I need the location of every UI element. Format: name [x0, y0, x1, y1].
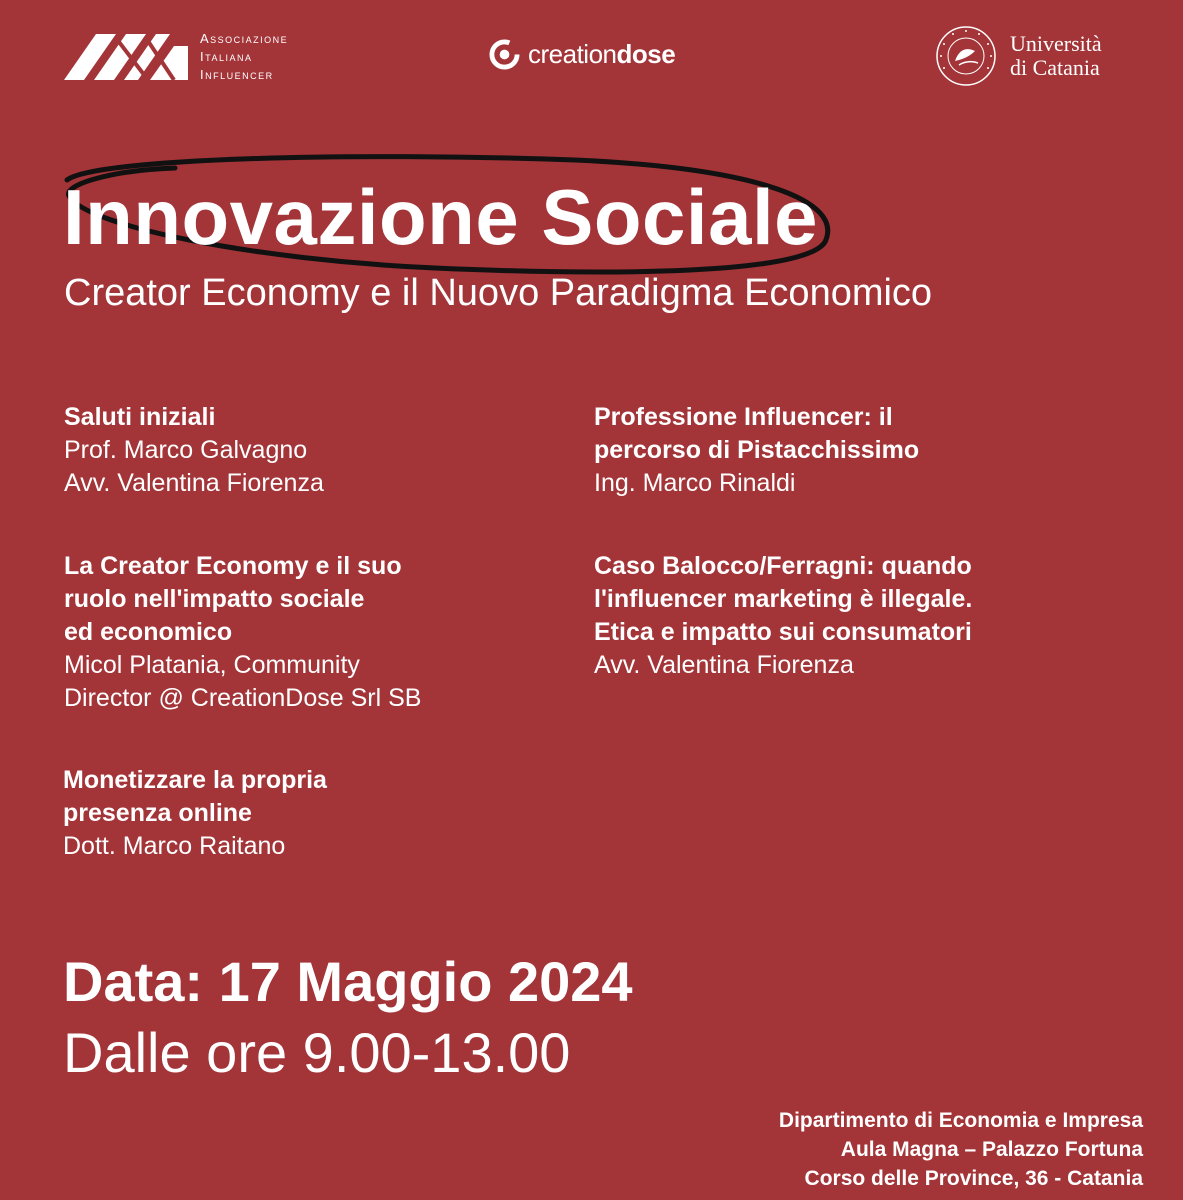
aii-logo-icon: [64, 30, 188, 82]
creationdose-logo: [489, 38, 675, 70]
program-item-heading: Caso Balocco/Ferragni: quando: [594, 552, 972, 580]
program-item-speaker: Avv. Valentina Fiorenza: [594, 651, 854, 679]
aii-line-1: Associazione: [200, 31, 289, 46]
program-item-speaker: Director @ CreationDose Srl SB: [64, 684, 422, 712]
program-item-speaker: Dott. Marco Raitano: [63, 832, 286, 860]
event-venue: [779, 1106, 1143, 1193]
event-date: Data: 17 Maggio 2024: [63, 950, 633, 1013]
program-item-speaker: Ing. Marco Rinaldi: [594, 469, 796, 497]
creationdose-word-light: creation: [528, 38, 617, 69]
venue-line-3: Corso delle Province, 36 - Catania: [804, 1167, 1143, 1190]
program-item-creator-economy: [64, 550, 421, 715]
aii-logo-text: [200, 30, 288, 84]
program-item-heading: ruolo nell'impatto sociale: [64, 585, 365, 613]
program-item-monetizzare: [63, 764, 327, 863]
creationdose-wordmark: [528, 39, 675, 70]
venue-line-1: Dipartimento di Economia e Impresa: [778, 1109, 1143, 1132]
unict-line-1: Università: [1010, 31, 1102, 56]
event-time: Dalle ore 9.00-13.00: [63, 1021, 571, 1084]
unict-seal-icon: [935, 25, 997, 87]
venue-line-2: Aula Magna – Palazzo Fortuna: [840, 1138, 1143, 1161]
program-item-heading: l'influencer marketing è illegale.: [594, 585, 973, 613]
unict-logo-text: [1010, 32, 1102, 80]
event-title: Innovazione Sociale: [63, 173, 819, 261]
program-item-heading: percorso di Pistacchissimo: [594, 436, 920, 464]
program-item-heading: Monetizzare la propria: [63, 766, 327, 794]
creationdose-word-bold: dose: [616, 38, 676, 69]
aii-line-3: Influencer: [200, 67, 274, 82]
program-item-heading: La Creator Economy e il suo: [64, 552, 402, 580]
program-item-speaker: Prof. Marco Galvagno: [64, 436, 308, 464]
program-item-saluti: [64, 401, 324, 500]
unict-line-2: di Catania: [1010, 55, 1100, 80]
creationdose-icon: [489, 39, 520, 70]
program-item-heading: Etica e impatto sui consumatori: [594, 618, 972, 646]
program-item-heading: presenza online: [63, 799, 252, 827]
program-item-professione-influencer: [594, 401, 919, 500]
program-item-speaker: Avv. Valentina Fiorenza: [64, 469, 324, 497]
program-item-heading: ed economico: [64, 618, 233, 646]
event-subtitle: Creator Economy e il Nuovo Paradigma Economico: [64, 272, 933, 314]
program-item-heading: Saluti iniziali: [64, 403, 216, 431]
program-item-caso-balocco: [594, 550, 972, 682]
program-item-speaker: Micol Platania, Community: [64, 651, 360, 679]
program-item-heading: Professione Influencer: il: [594, 403, 893, 431]
aii-line-2: Italiana: [200, 49, 253, 64]
